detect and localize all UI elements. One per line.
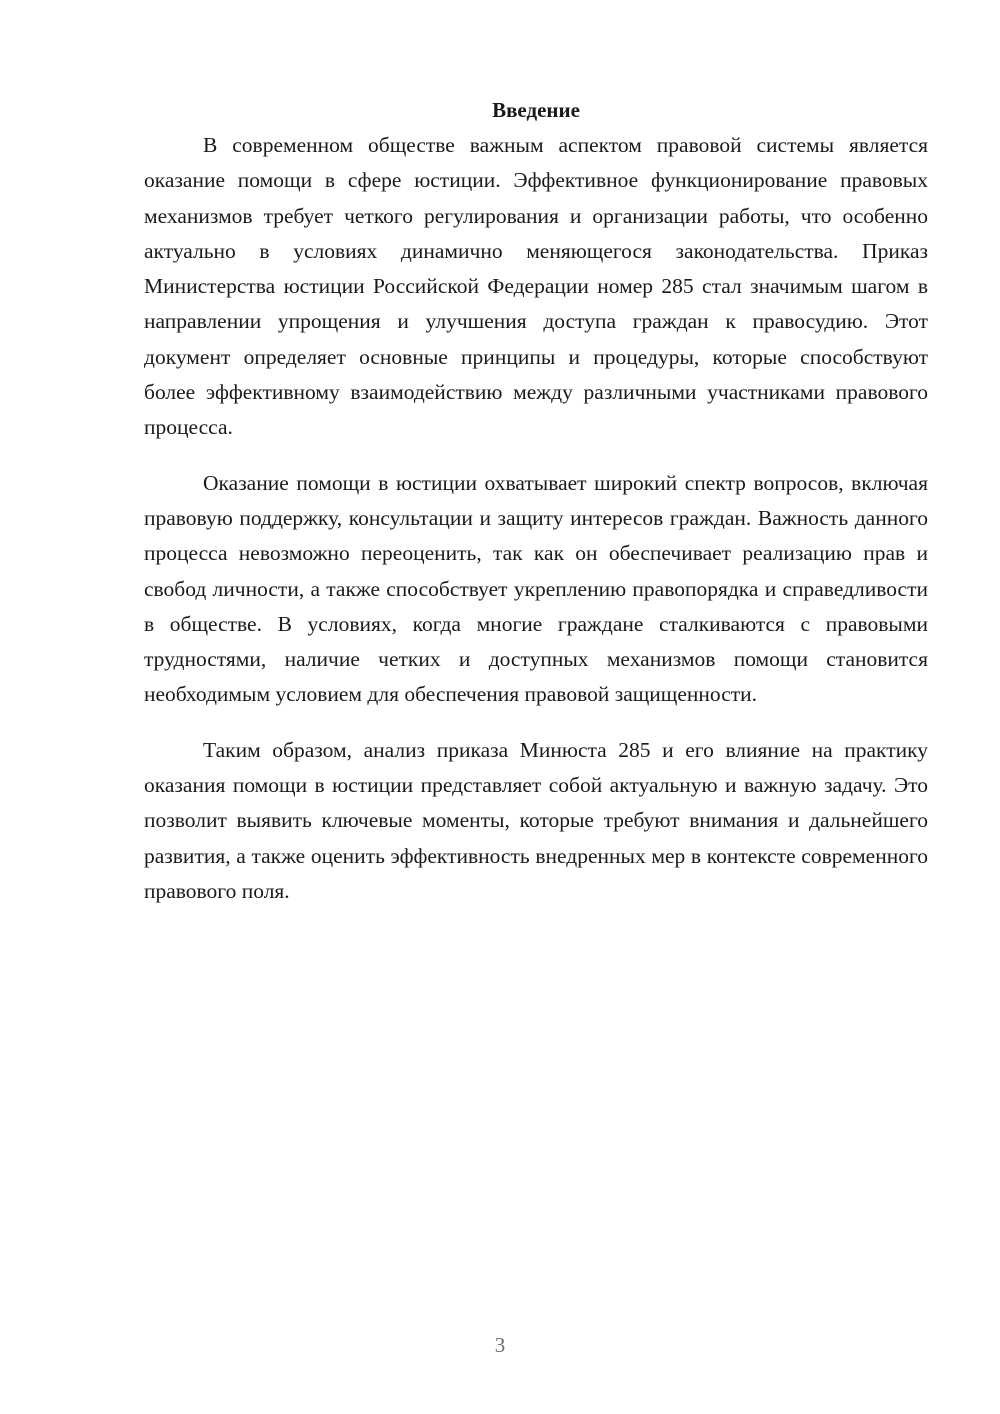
section-heading: Введение <box>492 98 580 122</box>
paragraph-3: Таким образом, анализ приказа Минюста 285 и его влияние на практику оказания помощи в юстиции представляет собой актуальную и важную задачу. Это позволит выявить ключевые моменты, которые требуют внимания и дальнейшего развития, а также оценить эффективность внедренных мер в контексте современного правового поля. <box>144 737 928 903</box>
paragraph-2: Оказание помощи в юстиции охватывает широкий спектр вопросов, включая правовую поддержку, консультации и защиту интересов граждан. Важность данного процесса невозможно переоценить, так как он обеспечивает реализацию прав и свобод личности, а также способствует укреплению правопорядка и справедливости в обществе. В условиях, когда многие граждане сталкиваются с правовыми трудностями, наличие четких и доступных механизмов помощи становится необходимым условием для обеспечения правовой защищенности. <box>144 470 928 707</box>
page-content <box>144 92 928 929</box>
paragraph-1: В современном обществе важным аспектом правовой системы является оказание помощи в сфере юстиции. Эффективное функционирование правовых механизмов требует четкого регулирования и организации работы, что особенно актуально в условиях динамично меняющегося законодательства. Приказ Министерства юстиции Российской Федерации номер 285 стал значимым шагом в направлении упрощения и улучшения доступа граждан к правосудию. Этот документ определяет основные принципы и процедуры, которые способствуют более эффективному взаимодействию между различными участниками правового процесса. <box>144 133 928 440</box>
page-number: 3 <box>494 1333 506 1357</box>
